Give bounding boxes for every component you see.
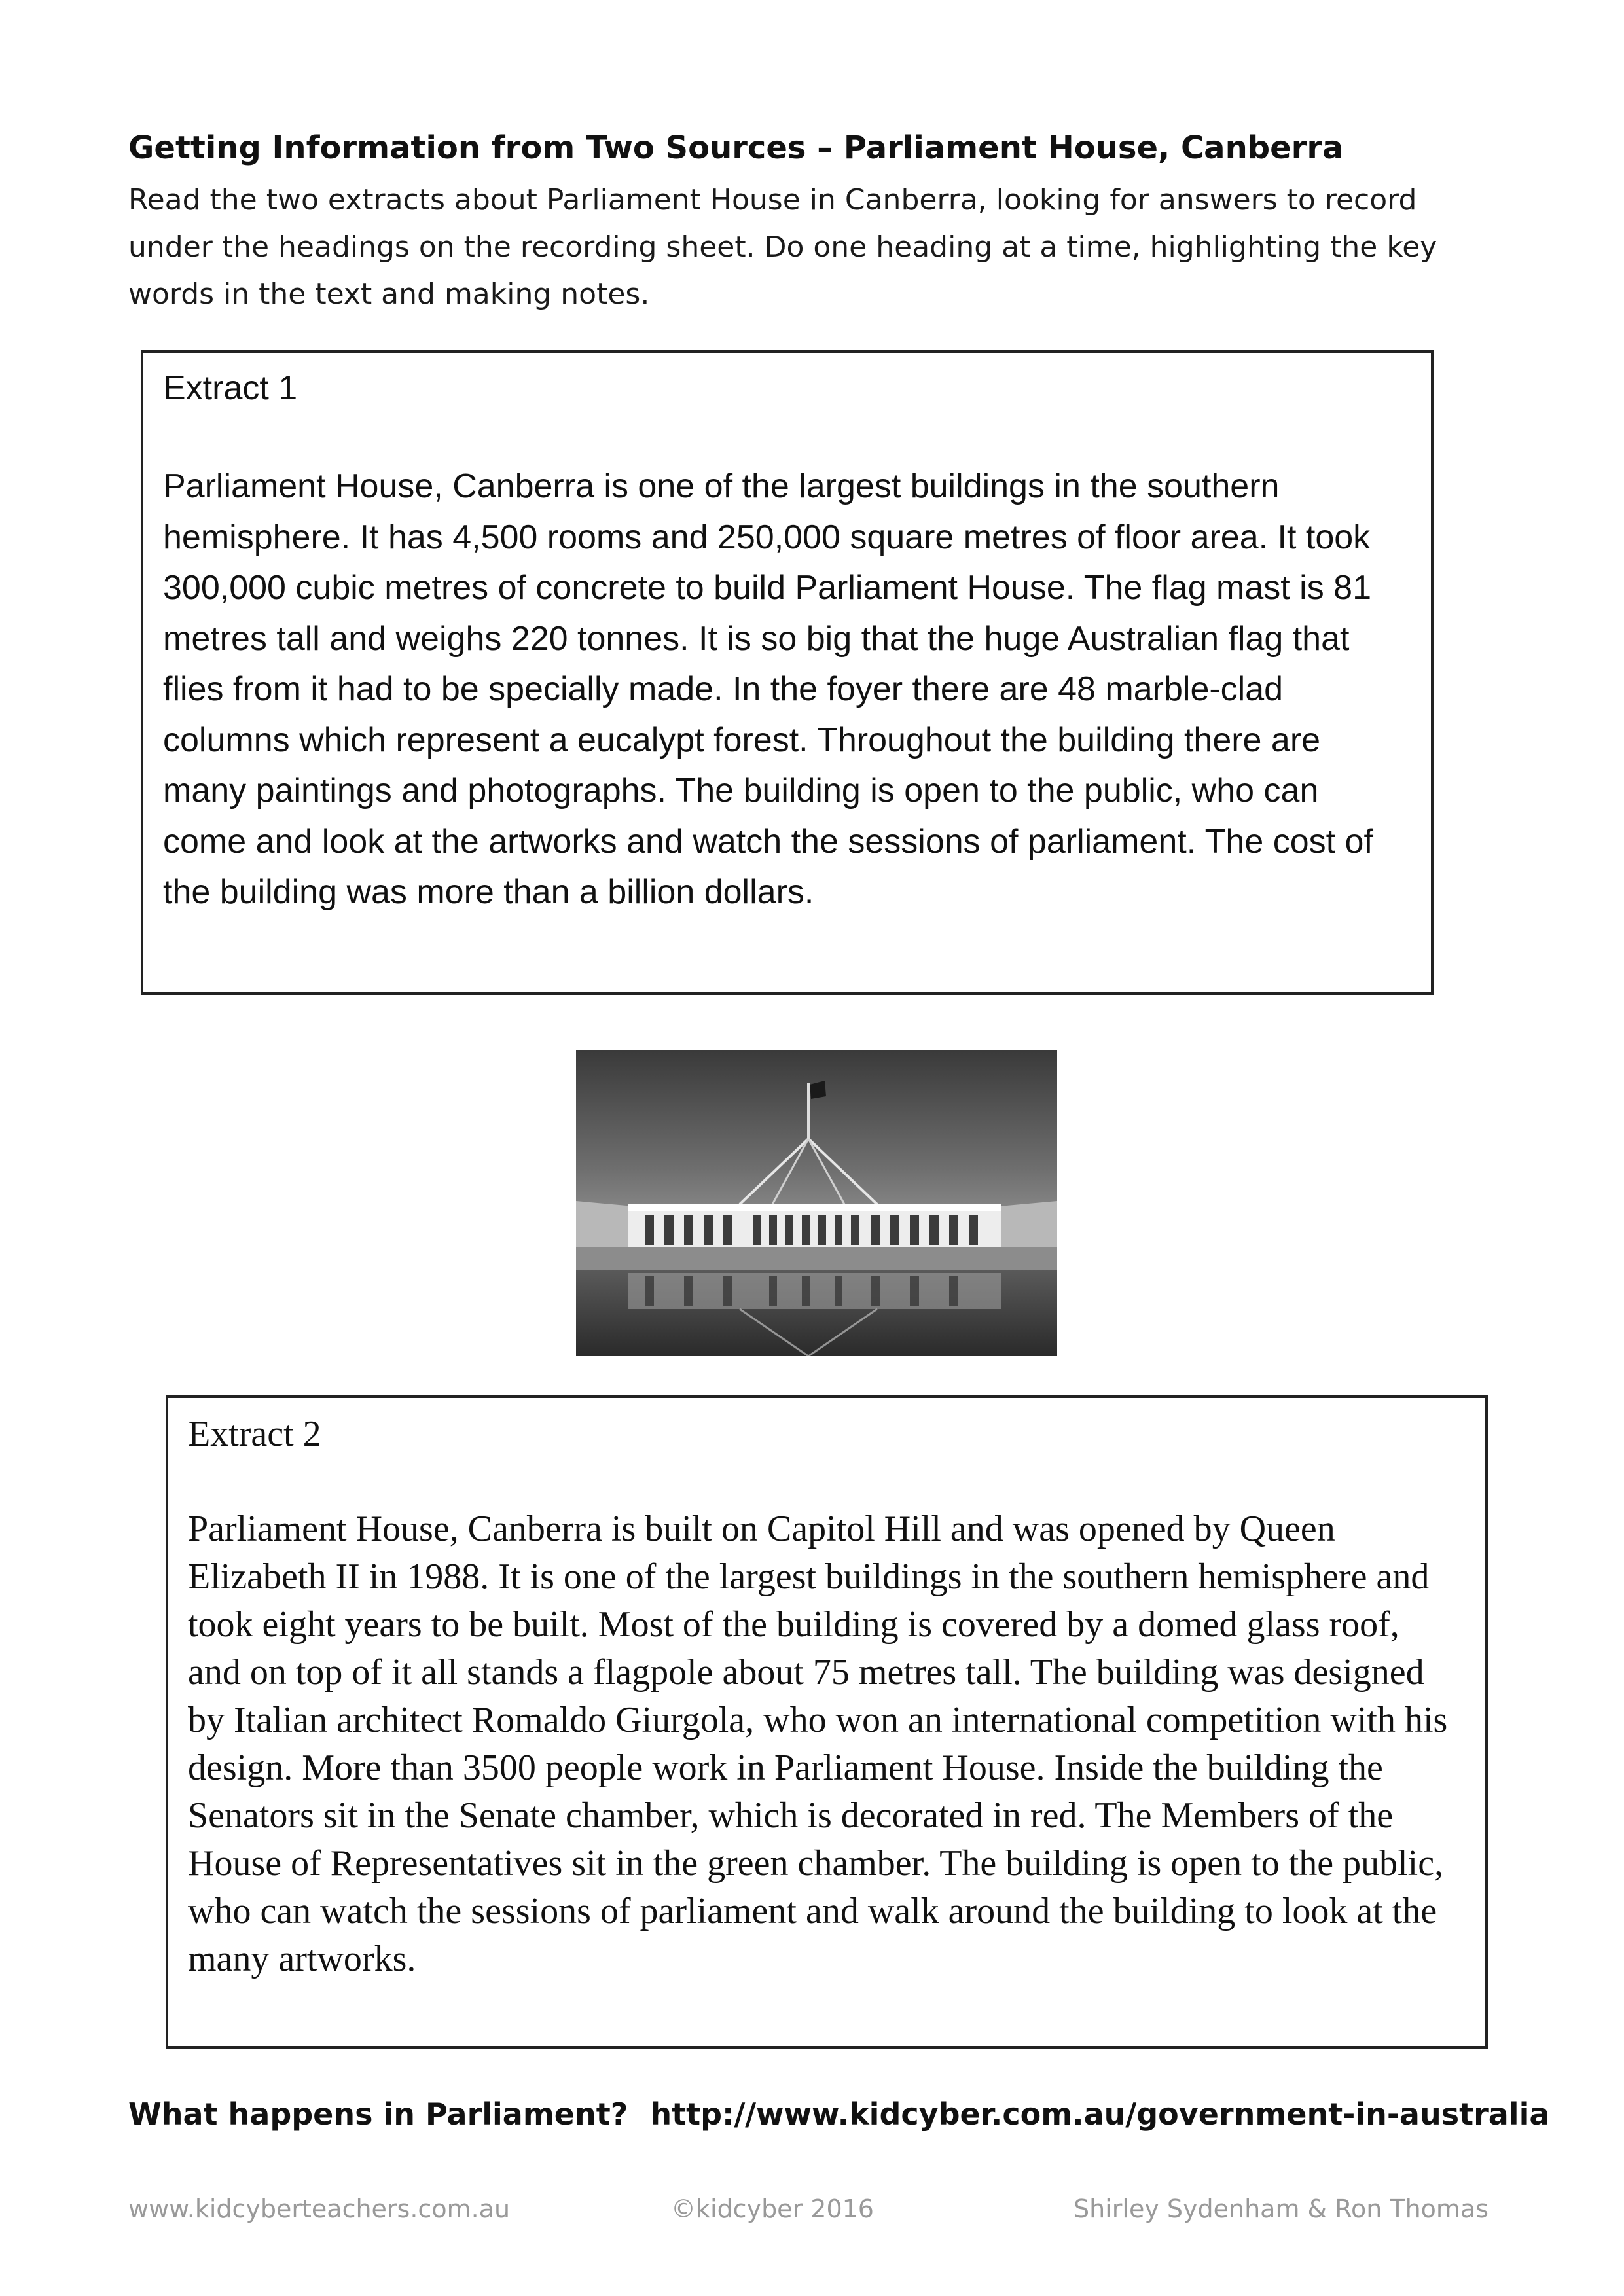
extract-1-box	[141, 350, 1434, 995]
extract-1-heading: Extract 1	[163, 369, 298, 407]
extract-1-text: Parliament House, Canberra is one of the largest buildings in the southern hemisphere. It has 4,500 rooms and 250,000 square metres of floor area. It took 300,000 cubic metres of concrete to build Parliament House. The flag mast is 81 metres tall and weighs 220 tonnes. It is so big that the huge Australian flag that flies from it had to be specially made. In the foyer there are 48 marble-clad columns which represent a eucalypt forest. Throughout the building there are many paintings and photographs. The building is open to the public, who can come and look at the artworks and watch the sessions of parliament. The cost of the building was more than a billion dollars.	[163, 467, 1373, 911]
resource-question: What happens in Parliament?	[128, 2096, 628, 2132]
page-title: Getting Information from Two Sources – Parliament House, Canberra	[128, 130, 1344, 166]
footer-website: www.kidcyberteachers.com.au	[128, 2195, 511, 2223]
resource-url-link[interactable]: http://www.kidcyber.com.au/government-in-australia	[650, 2096, 1550, 2132]
extract-2-heading: Extract 2	[188, 1414, 321, 1454]
extract-2-text: Parliament House, Canberra is built on Capitol Hill and was opened by Queen Elizabeth II in 1988. It is one of the largest buildings in the southern hemisphere and took eight years to be built. Most of the building is covered by a domed glass roof, and on top of it all stands a flagpole about 75 metres tall. The building was designed by Italian architect Romaldo Giurgola, who won an international competition with his design. More than 3500 people work in Parliament House. Inside the building the Senators sit in the Senate chamber, which is decorated in red. The Members of the House of Representatives sit in the green chamber. The building is open to the public, who can watch the sessions of parliament and walk around the building to look at the many artworks.	[188, 1509, 1448, 1979]
parliament-house-photo	[576, 1050, 1057, 1356]
instructions-paragraph: Read the two extracts about Parliament House in Canberra, looking for answers to record under the headings on the recording sheet. Do one heading at a time, highlighting the key words in the text and making notes.	[128, 183, 1437, 311]
extract-2-box	[166, 1395, 1488, 2049]
footer-authors: Shirley Sydenham & Ron Thomas	[1074, 2195, 1489, 2223]
parliament-house-illustration	[576, 1050, 1057, 1356]
footer-copyright: ©kidcyber 2016	[671, 2195, 874, 2223]
resource-link-line	[128, 2094, 1550, 2134]
